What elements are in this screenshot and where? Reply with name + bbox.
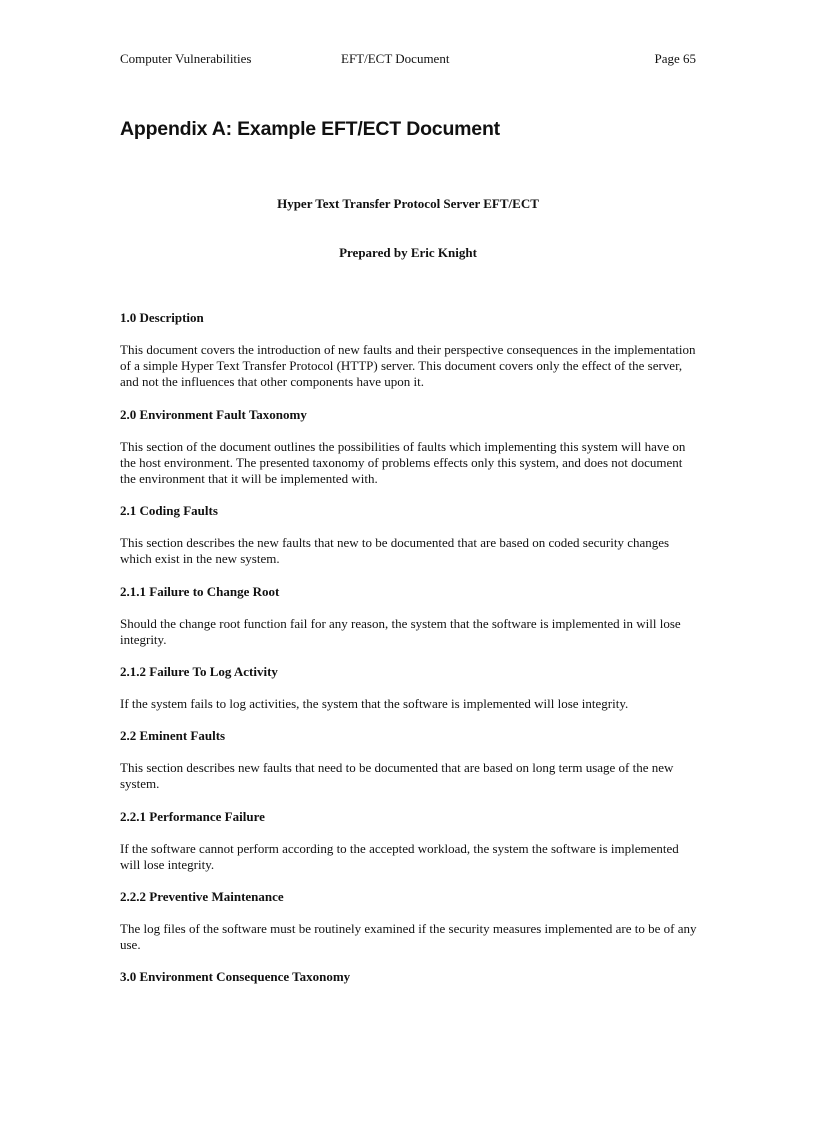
section-heading: 2.2.1 Performance Failure xyxy=(120,808,265,824)
page-header xyxy=(120,51,696,69)
section-heading: 3.0 Environment Consequence Taxonomy xyxy=(120,969,351,985)
section-heading: 2.1.2 Failure To Log Activity xyxy=(120,664,278,680)
section-heading: 1.0 Description xyxy=(120,310,204,325)
document-author: Prepared by Eric Knight xyxy=(339,245,477,260)
document-body xyxy=(120,310,698,1001)
header-left-title: Computer Vulnerabilities xyxy=(120,51,252,66)
header-page-number: Page 65 xyxy=(654,51,696,66)
section-paragraph: This document covers the introduction of new faults and their perspective consequences in the implementation of a simple Hyper Text Transfer Protocol (HTTP) server. This document covers only the effect of the server, and not the influences that other components have upon it. xyxy=(120,342,696,390)
section-paragraph: If the system fails to log activities, the system that the software is implemented will lose integrity. xyxy=(120,696,629,712)
section-heading: 2.0 Environment Fault Taxonomy xyxy=(120,406,307,422)
section-paragraph: If the software cannot perform according to the accepted workload, the system the software is implemented will lose integrity. xyxy=(120,840,679,872)
section-heading: 2.2.2 Preventive Maintenance xyxy=(120,889,284,905)
section-paragraph: This section of the document outlines the possibilities of faults which implementing this system will have on the host environment. The presented taxonomy of problems effects only this system, and does not document the environment that it will be implemented with. xyxy=(120,438,686,487)
section-heading: 2.1 Coding Faults xyxy=(120,503,218,519)
section-paragraph: This section describes new faults that need to be documented that are based on long term usage of the new system. xyxy=(120,760,674,792)
section-heading: 2.2 Eminent Faults xyxy=(120,728,226,744)
section-paragraph: Should the change root function fail for any reason, the system that the software is implemented in will lose integrity. xyxy=(120,615,681,647)
document-title: Hyper Text Transfer Protocol Server EFT/ECT xyxy=(277,196,539,211)
section-paragraph: The log files of the software must be routinely examined if the security measures implemented are to be of any use. xyxy=(120,921,697,953)
header-center-title: EFT/ECT Document xyxy=(341,51,450,66)
section-heading: 2.1.1 Failure to Change Root xyxy=(120,583,280,599)
section-paragraph: This section describes the new faults that new to be documented that are based on coded security changes which exist in the new system. xyxy=(120,535,670,567)
appendix-title: Appendix A: Example EFT/ECT Document xyxy=(120,118,500,140)
